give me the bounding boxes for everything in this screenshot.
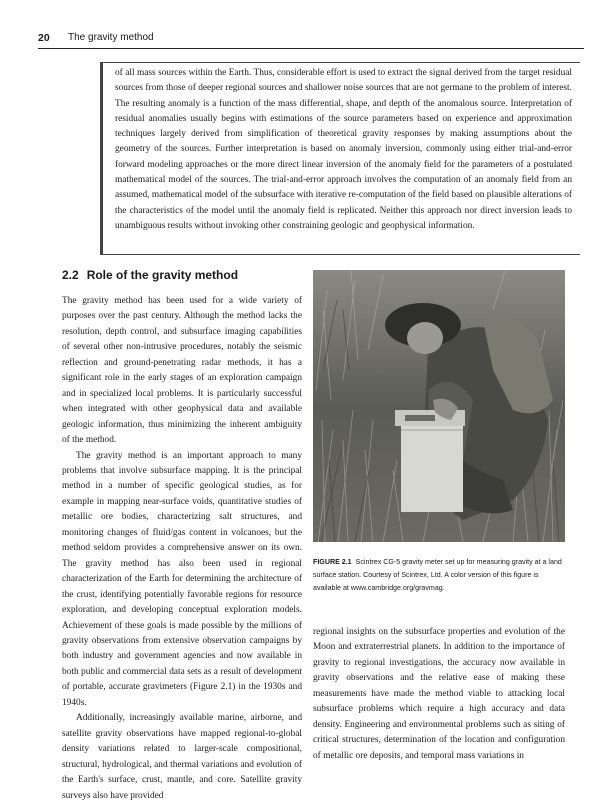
section-title: Role of the gravity method	[86, 268, 239, 282]
page-number: 20	[38, 32, 50, 44]
boxed-text: of all mass sources within the Earth. Thus, considerable effort is used to extract the signal derived from the target residual sources from those of deeper regional sources and shallower noise sources that are not germane to the problem of interest. The resulting anomaly is a function of the mass differential, shape, and depth of the anomalous source. Interpretation of residual anomalies usually begins with estimations of the source parameters based on experience and approximation techniques largely derived from simplification of theoretical gravity responses by making assumptions about the geometry of the sources. Further interpretation is based on anomaly inversion, commonly using either trial-and-error forward modeling approaches or the more direct linear inversion of the anomaly field for the parameters of a postulated mathematical model of the sources. The trial-and-error approach involves the computation of an anomaly field from an assumed, mathematical model of the subsurface with iterative re-computation of the field based on plausible alterations of the characteristics of the model until the anomaly field is replicated. Neither this approach nor direct inversion leads to unambiguous results without invoking other constraining geologic and geophysical information.	[100, 62, 580, 255]
paragraph: The gravity method is an important approach to many problems that involve subsurface mapping. It is the principal method in a number of specific geological studies, as for example in mapping near-surface voids, quantitative studies of metallic ore bodies, characterizing salt structures, and monitoring changes of fluid/gas content in volcanoes, but the method seldom provides a comprehensive answer on its own. The gravity method has also been used in regional characterization of the Earth for determining the architecture of the crust, identifying potentially favorable regions for resource exploration, and developing conceptual exploration models. Achievement of these goals is made possible by the millions of gravity observations from extensive observation campaigns by both industry and government agencies and now available in both public and commercial data sets as a result of development of portable, accurate gravimeters (Figure 2.1) in the 1930s and 1940s.	[62, 450, 302, 708]
right-column	[313, 625, 565, 764]
figure-label: FIGURE 2.1	[313, 558, 352, 566]
figure-caption	[313, 556, 565, 595]
paragraph: The gravity method has been used for a wide variety of purposes over the past century. Although the method lacks the resolution, depth control, and subsurface imaging capabilities of several other non-intrusive procedures, notably the seismic reflection and ground-penetrating radar methods, it has a significant role in the early stages of an exploration campaign and in specialized local problems. It is particularly successful when integrated with other geophysical data and available geologic information, thus minimizing the inherent ambiguity of the method.	[62, 296, 302, 446]
running-header	[38, 30, 584, 49]
paragraph: Additionally, increasingly available marine, airborne, and satellite gravity observations have mapped regional-to-global density variations related to larger-scale compositional, structural, hydrological, and thermal variations and evolution of the Earth's surface, crust, mantle, and core. Satellite gravity surveys also have provided	[62, 713, 302, 801]
figure-photo	[313, 270, 565, 542]
running-title: The gravity method	[68, 32, 154, 43]
section-heading	[62, 268, 302, 282]
paragraph: regional insights on the subsurface properties and evolution of the Moon and extraterrestrial planets. In addition to the importance of gravity to regional investigations, the accuracy now available in gravity observations and the relative ease of making these measurements have made the method viable to attacking local subsurface problems which require a high accuracy and data density. Engineering and environmental problems such as siting of critical structures, determination of the location and configuration of metallic ore deposits, and temporal mass variations in	[313, 627, 565, 761]
section-number: 2.2	[62, 268, 79, 282]
left-column	[62, 294, 302, 804]
figure-caption-text: Scintrex CG-5 gravity meter set up for measuring gravity at a land surface station. Courtesy of Scintrex, Ltd. A color version of this figure is available at www.cambridge.org/gravmag.	[313, 558, 562, 592]
gravity-meter-photo	[313, 270, 565, 542]
